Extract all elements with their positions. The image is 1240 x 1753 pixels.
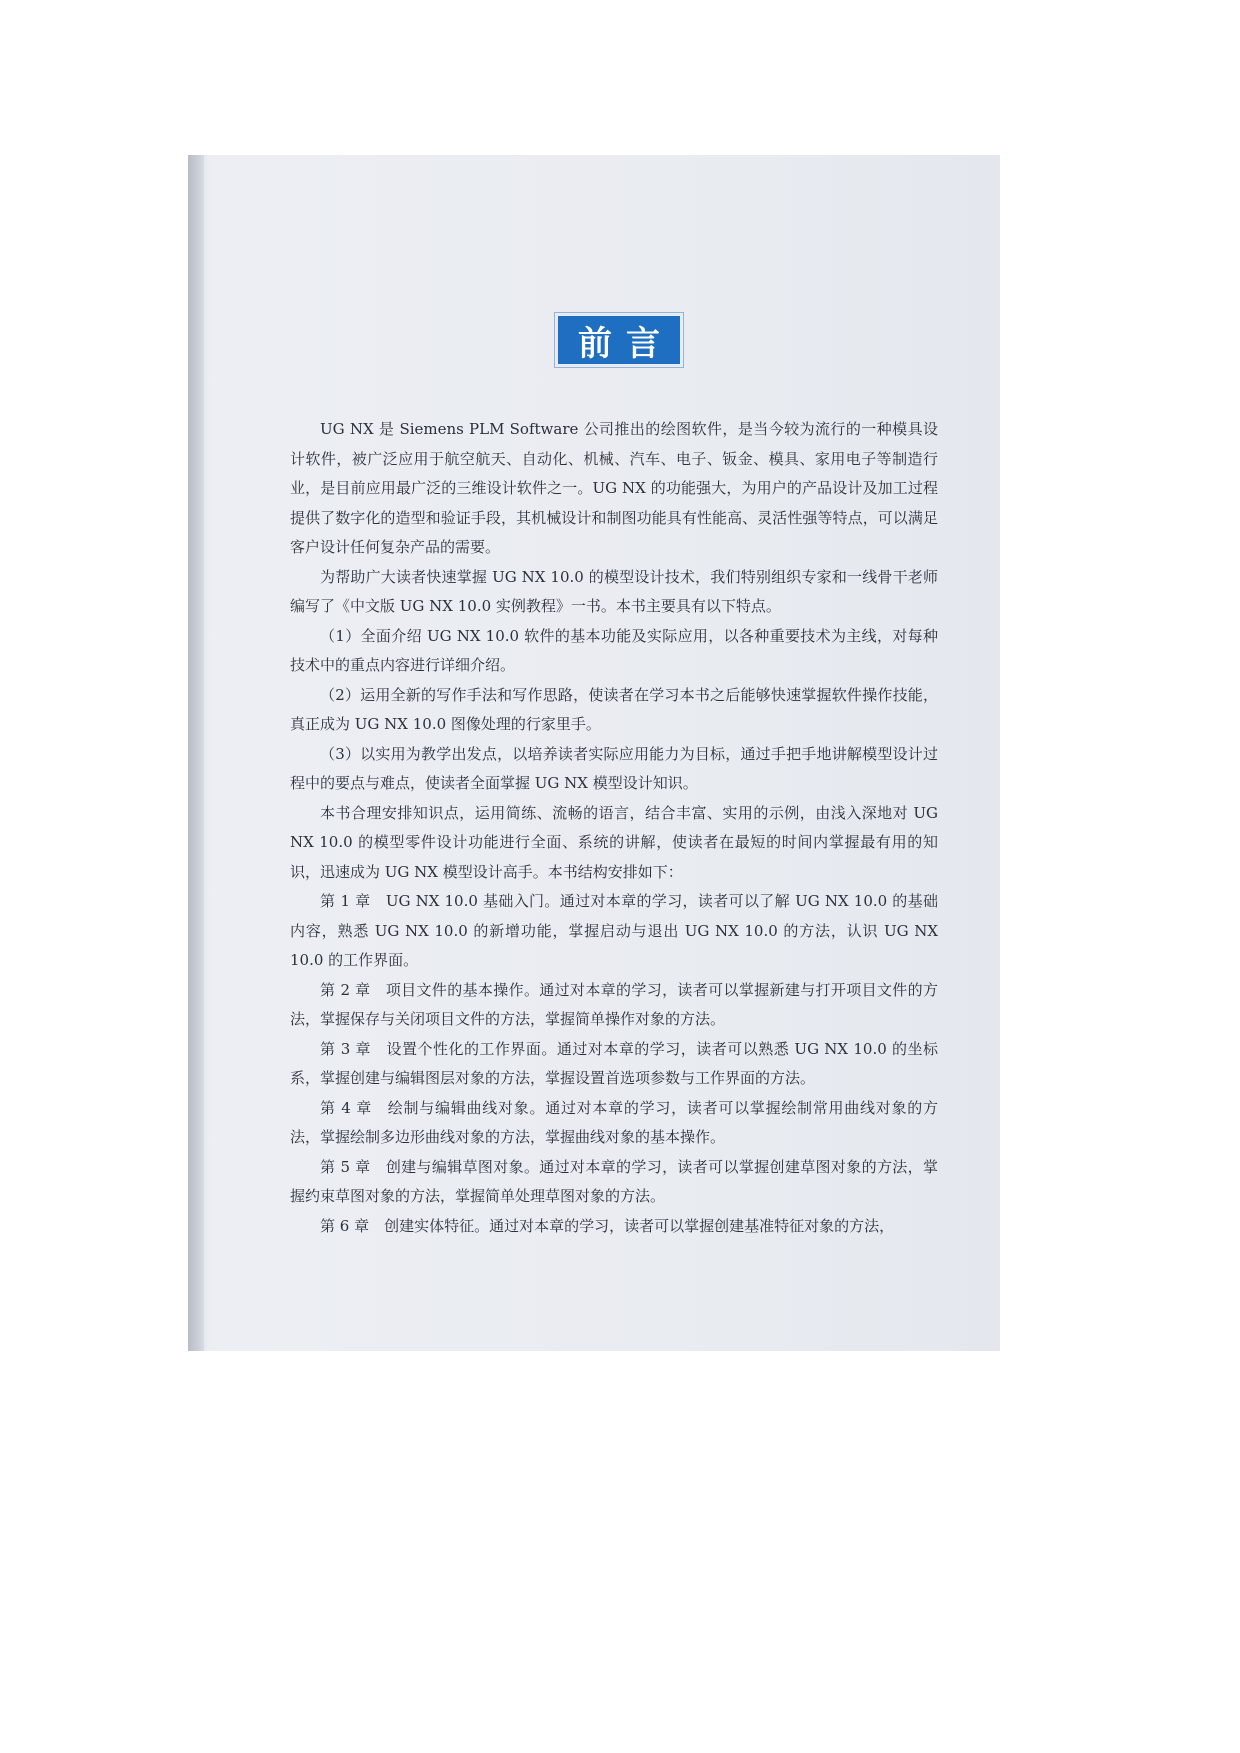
paragraph-intro: UG NX 是 Siemens PLM Software 公司推出的绘图软件，是当今较为流行的一种模具设计软件，被广泛应用于航空航天、自动化、机械、汽车、电子、钣金、模具、家用电子等制造行业，是目前应用最广泛的三维设计软件之一。UG NX 的功能强大，为用户的产品设计及加工过程提供了数字化的造型和验证手段，其机械设计和制图功能具有性能高、灵活性强等特点，可以满足客户设计任何复杂产品的需要。 — [290, 420, 938, 556]
paragraph-chapter-1: 第 1 章 UG NX 10.0 基础入门。通过对本章的学习，读者可以了解 UG NX 10.0 的基础内容，熟悉 UG NX 10.0 的新增功能，掌握启动与退出 UG NX 10.0 的方法，认识 UG NX 10.0 的工作界面。 — [290, 892, 938, 969]
paragraph-chapter-2: 第 2 章 项目文件的基本操作。通过对本章的学习，读者可以掌握新建与打开项目文件的方法，掌握保存与关闭项目文件的方法，掌握简单操作对象的方法。 — [290, 980, 938, 1028]
paragraph-chapter-6: 第 6 章 创建实体特征。通过对本章的学习，读者可以掌握创建基准特征对象的方法， — [320, 1216, 895, 1235]
paragraph-feature-2: （2）运用全新的写作手法和写作思路，使读者在学习本书之后能够快速掌握软件操作技能，真正成为 UG NX 10.0 图像处理的行家里手。 — [290, 685, 938, 733]
paragraph-feature-3: （3）以实用为教学出发点，以培养读者实际应用能力为目标，通过手把手地讲解模型设计过程中的要点与难点，使读者全面掌握 UG NX 模型设计知识。 — [290, 744, 938, 792]
paragraph-chapter-3: 第 3 章 设置个性化的工作界面。通过对本章的学习，读者可以熟悉 UG NX 10.0 的坐标系，掌握创建与编辑图层对象的方法，掌握设置首选项参数与工作界面的方法。 — [290, 1039, 938, 1087]
page-binding-shadow — [188, 155, 204, 1351]
preface-heading: 前言 — [558, 316, 680, 364]
paragraph-feature-1: （1）全面介绍 UG NX 10.0 软件的基本功能及实际应用，以各种重要技术为主线，对每种技术中的重点内容进行详细介绍。 — [290, 626, 938, 674]
paragraph-purpose: 为帮助广大读者快速掌握 UG NX 10.0 的模型设计技术，我们特别组织专家和一线骨干老师编写了《中文版 UG NX 10.0 实例教程》一书。本书主要具有以下特点。 — [290, 567, 938, 615]
preface-body — [290, 415, 938, 1241]
paragraph-structure: 本书合理安排知识点，运用简练、流畅的语言，结合丰富、实用的示例，由浅入深地对 UG NX 10.0 的模型零件设计功能进行全面、系统的讲解，使读者在最短的时间内掌握最有用的知识，迅速成为 UG NX 模型设计高手。本书结构安排如下： — [290, 803, 938, 881]
paragraph-chapter-4: 第 4 章 绘制与编辑曲线对象。通过对本章的学习，读者可以掌握绘制常用曲线对象的方法，掌握绘制多边形曲线对象的方法，掌握曲线对象的基本操作。 — [290, 1098, 938, 1146]
book-page-photo — [188, 155, 1000, 1351]
paragraph-chapter-5: 第 5 章 创建与编辑草图对象。通过对本章的学习，读者可以掌握创建草图对象的方法，掌握约束草图对象的方法，掌握简单处理草图对象的方法。 — [290, 1157, 938, 1205]
